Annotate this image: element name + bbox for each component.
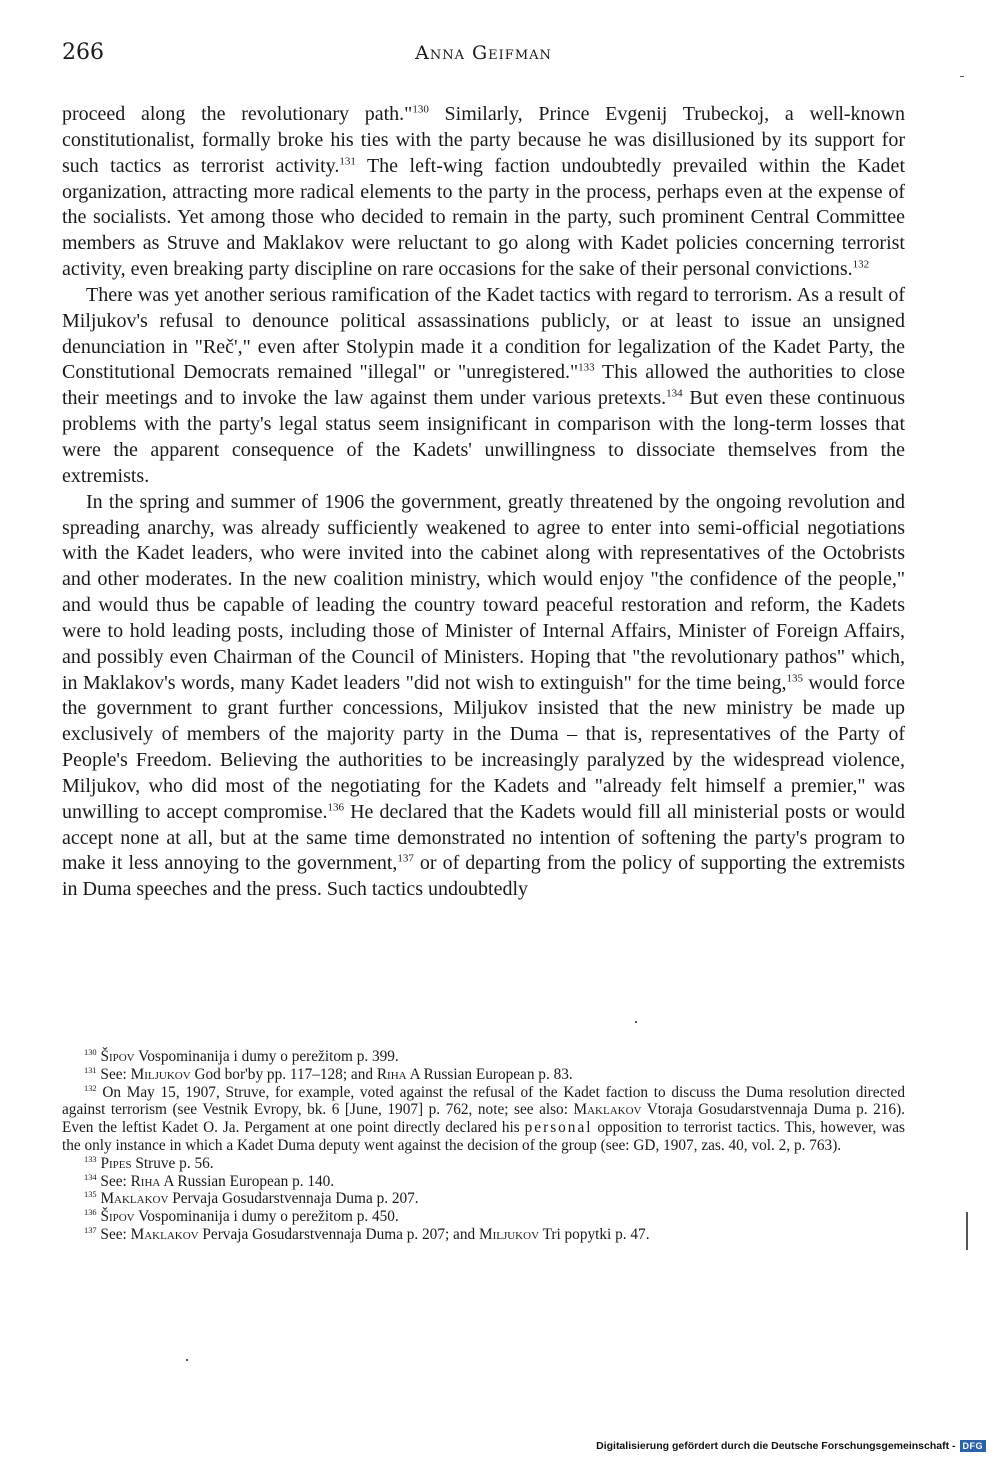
footnote-132 (62, 1084, 905, 1155)
footnote-number: 135 (84, 1190, 97, 1200)
footnote-text: A Russian European p. 83. (406, 1065, 573, 1083)
footnote-author: Miljukov (130, 1065, 191, 1083)
footnote-number: 132 (84, 1083, 97, 1093)
footnote-text: Pervaja Gosudarstvennaja Duma p. 207. (168, 1190, 419, 1208)
footnote-text: Tri popytki p. 47. (539, 1225, 650, 1243)
footnote-text: Pervaja Gosudarstvennaja Duma p. 207; and (198, 1225, 479, 1243)
footnote-ref: 135 (786, 671, 803, 684)
text-run: He declared that the Kadets would fill all ministerial posts or would accept none at all, but at the same time demonstrated no intention of softening the party's program to make it less annoying to the government, (62, 800, 905, 875)
scan-speck (186, 1359, 188, 1361)
footnote-emphasis: personal (524, 1119, 593, 1137)
footnote-133 (62, 1155, 905, 1173)
footnote-text: God bor'by pp. 117–128; and (190, 1065, 377, 1083)
footnote-author: Pipes (100, 1154, 132, 1172)
footnote-author: Riha (376, 1065, 407, 1083)
footnote-text: Vospominanija i dumy o perežitom p. 399. (134, 1048, 399, 1065)
body-text (62, 102, 905, 903)
footnote-number: 130 (84, 1047, 97, 1057)
footnote-136 (62, 1208, 905, 1226)
text-run: This allowed the authorities to close their meetings and to invoke the law against them under various pretexts. (62, 361, 905, 410)
footnote-ref: 132 (852, 258, 870, 271)
page-header (62, 40, 905, 70)
dfg-logo-icon: DFG (960, 1440, 987, 1452)
footnote-number: 133 (84, 1154, 97, 1164)
footnote-135 (62, 1190, 905, 1208)
text-run: But even these continuous problems with the party's legal status seem insignificant in comparison with the long-term losses that were the apparent consequence of the Kadets' unwillingness to dissociate themselves from the extremists. (62, 387, 905, 487)
footnote-number: 137 (84, 1225, 97, 1235)
text-run: proceed along the revolutionary path." (62, 103, 413, 125)
footnote-text: Vtoraja Gosudarstvennaja Duma p. 216). Even the leftist Kadet O. Ja. Pergament at one point directly declared his (62, 1101, 905, 1137)
running-head: Anna Geifman (415, 42, 552, 64)
paragraph (62, 283, 905, 490)
page-number: 266 (62, 40, 104, 65)
digitization-credit (596, 1437, 986, 1455)
footnote-text: opposition to terrorist tactics. This, however, was the only instance in which a Kadet Duma deputy went against the decision of the group (see: GD, 1907, zas. 40, vol. 2, p. 763). (62, 1119, 905, 1154)
footnote-text: See: (96, 1225, 131, 1243)
footnote-author: Šipov (100, 1208, 135, 1226)
text-run: The left-wing faction undoubtedly prevailed within the Kadet organization, attracting more radical elements to the party in the process, perhaps even at the expense of the socialists. Yet among those who decided to remain in the party, such prominent Central Committee members as Struve and Maklakov were reluctant to go along with Kadet policies concerning terrorist activity, even breaking party discipline on rare occasions for the sake of their personal convictions. (62, 154, 905, 281)
footnote-text: Struve p. 56. (131, 1154, 214, 1172)
footnote-ref: 136 (327, 801, 344, 814)
text-run: or of departing from the policy of supporting the extremists in Duma speeches and the press. Such tactics undoubtedly (62, 852, 905, 901)
footnotes (62, 1048, 905, 1244)
footnote-author: Maklakov (130, 1225, 199, 1243)
footnote-text: See: (96, 1065, 131, 1083)
footnote-text: See: (96, 1172, 131, 1190)
footnote-ref: 133 (578, 361, 595, 374)
scan-speck (960, 76, 964, 77)
footnote-ref: 137 (397, 852, 414, 865)
footnote-text: On May 15, 1907, Struve, for example, voted against the refusal of the Kadet faction to discuss the Duma resolution directed against terrorism (see Vestnik Evropy, bk. 6 [June, 1907] p. 762, note; see also: (62, 1083, 905, 1119)
footnote-text: Vospominanija i dumy o perežitom p. 450. (134, 1208, 399, 1226)
footnote-130 (62, 1048, 905, 1066)
footnote-number: 134 (84, 1172, 97, 1182)
footnote-number: 131 (84, 1065, 97, 1075)
footnote-ref: 131 (339, 155, 356, 168)
paragraph (62, 102, 905, 283)
footnote-author: Miljukov (478, 1225, 540, 1243)
footnote-author: Maklakov (573, 1101, 642, 1119)
text-run: In the spring and summer of 1906 the government, greatly threatened by the ongoing revolution and spreading anarchy, was already sufficiently weakened to agree to enter into semi-official negotiations with the Kadet leaders, who were invited into the cabinet along with representatives of the Octobrists and other moderates. In the new coalition ministry, which would enjoy "the confidence of the people," and would thus be capable of leading the country toward peaceful restoration and reform, the Kadets were to hold leading posts, including those of Minister of Internal Affairs, Minister of Foreign Affairs, and possibly even Chairman of the Council of Ministers. Hoping that "the revolutionary pathos" which, in Maklakov's words, many Kadet leaders "did not wish to extinguish" for the time being, (62, 490, 905, 694)
footnote-ref: 130 (412, 103, 429, 116)
text-run: would force the government to grant further concessions, Miljukov insisted that the new ministry be made up exclusively of members of the majority party in the Duma – that is, representatives of the Party of People's Freedom. Believing the authorities to be increasingly paralyzed by the widespread violence, Miljukov, who did most of the negotiating for the Kadets and "already felt himself a premier," was unwilling to accept compromise. (62, 671, 905, 823)
footnote-ref: 134 (666, 387, 683, 400)
paragraph (62, 490, 905, 904)
footnote-131 (62, 1066, 905, 1084)
footnote-author: Šipov (100, 1048, 135, 1065)
footnote-author: Riha (130, 1172, 161, 1190)
scan-speck (635, 1021, 637, 1023)
footnote-text: A Russian European p. 140. (160, 1172, 335, 1190)
text-run: There was yet another serious ramification of the Kadet tactics with regard to terrorism. As a result of Miljukov's refusal to denounce political assassinations publicly, or at least to issue an unsigned denunciation in "Reč'," even after Stolypin made it a condition for legalization of the Kadet Party, the Constitutional Democrats remained "illegal" or "unregistered." (62, 283, 905, 384)
footnote-author: Maklakov (100, 1190, 169, 1208)
footnote-number: 136 (84, 1208, 97, 1218)
scan-speck (966, 1212, 968, 1250)
footnote-134 (62, 1173, 905, 1191)
footnote-137 (62, 1226, 905, 1244)
credit-text: Digitalisierung gefördert durch die Deutsche Forschungsgemeinschaft - (596, 1440, 956, 1452)
text-run: Similarly, Prince Evgenij Trubeckoj, a well-known constitutionalist, formally broke his ties with the party because he was disillusioned by its support for such tactics as terrorist activity. (62, 103, 906, 177)
